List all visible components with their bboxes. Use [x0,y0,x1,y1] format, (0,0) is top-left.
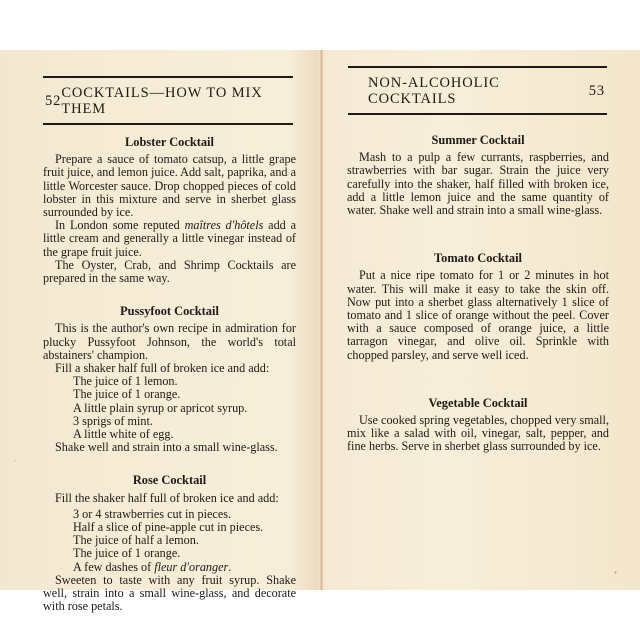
recipe-paragraph: Prepare a sauce of tomato catsup, a little grape fruit juice, and lemon juice. Add salt, paprika, and a little Worcester sauce. Drop chopped pieces of cold lobster in this mixture and serve in sherbet glass surrounded by ice. [43,152,296,220]
recipe-title: Rose Cocktail [132,473,207,488]
right-page [323,50,640,590]
ingredient-item: The juice of 1 orange. [73,546,181,561]
page-number: 52 [45,93,62,109]
ingredient-item: Half a slice of pine-apple cut in pieces. [73,520,264,535]
left-page [0,50,320,614]
page-number: 53 [588,83,605,99]
recipe-lobster-cocktail [43,136,296,285]
paper-speck: ⁺ [613,570,619,581]
recipe-title: Summer Cocktail [431,133,525,147]
recipe-instruction: Fill a shaker half full of broken ice and add: [55,361,270,376]
recipe-paragraph: In London some reputed maîtres d'hôtels add a little cream and generally a little vinegar instead of the grape fruit juice. [43,218,296,259]
recipe-finish: Shake well and strain into a small wine-glass. [55,440,278,455]
recipe-pussyfoot-cocktail [43,305,296,454]
ingredient-list [43,375,296,441]
header-rule-bottom [43,123,293,125]
running-head: NON-ALCOHOLIC COCKTAILS [368,75,500,107]
recipe-rose-cocktail [43,474,296,613]
recipe-title: Tomato Cocktail [434,251,522,266]
recipe-text: Put a nice ripe tomato for 1 or 2 minutes in hot water. This will make it easy to take the skin off. Now put into a sherbet glass alternatively 1 slice of tomato and 1 slice of orange without the peel. Cover with a sauce composed of orange juice, a little tarragon vinegar, and olive oil. Sprinkle with chopped parsley, and serve well iced. [347,268,609,362]
left-page-content [43,136,296,614]
right-page-content [347,134,609,454]
recipe-text: Use cooked spring vegetables, chopped very small, mix like a salad with oil, vinegar, salt, pepper, and fine herbs. Serve in sherbet glass surrounded by ice. [347,413,609,454]
running-head: COCKTAILS—HOW TO MIX THEM [61,85,263,117]
ingredient-item: The juice of 1 lemon. [73,374,178,389]
recipe-tomato-cocktail [347,252,609,362]
recipe-intro: This is the author's own recipe in admiration for plucky Pussyfoot Johnson, the world's total abstainers' champion. [43,321,296,362]
recipe-title: Vegetable Cocktail [428,395,528,410]
recipe-instruction: Fill the shaker half full of broken ice and add: [55,490,279,505]
ingredient-item: A little white of egg. [73,427,174,442]
left-page-header [43,76,293,125]
ingredient-item: 3 sprigs of mint. [73,413,153,428]
ingredient-item: The juice of half a lemon. [73,533,199,548]
recipe-summer-cocktail [347,134,609,217]
recipe-title: Lobster Cocktail [125,135,214,149]
recipe-paragraph: The Oyster, Crab, and Shrimp Cocktails are prepared in the same way. [43,257,296,286]
recipe-finish: Sweeten to taste with any fruit syrup. Shake well, strain into a small wine-glass, and decorate with rose petals. [43,572,296,614]
recipe-vegetable-cocktail [347,397,609,454]
ingredient-item: 3 or 4 strawberries cut in pieces. [73,506,232,521]
book-spread [0,50,640,614]
right-page-header [348,66,607,115]
ingredient-item: A little plain syrup or apricot syrup. [73,400,248,415]
header-rule-bottom [348,113,607,115]
ingredient-list [43,508,296,574]
ingredient-item: A few dashes of fleur d'oranger. [73,559,232,574]
ingredient-item: The juice of 1 orange. [73,387,181,402]
recipe-title: Pussyfoot Cocktail [120,304,219,319]
recipe-text: Mash to a pulp a few currants, raspberries, and strawberries with bar sugar. Strain the juice very carefully into the shaker, half filled with broken ice, add a little lemon juice and the same quantity of water. Shake well and strain into a small wine-glass. [347,150,609,218]
paper-speck: ˋ [14,460,18,471]
